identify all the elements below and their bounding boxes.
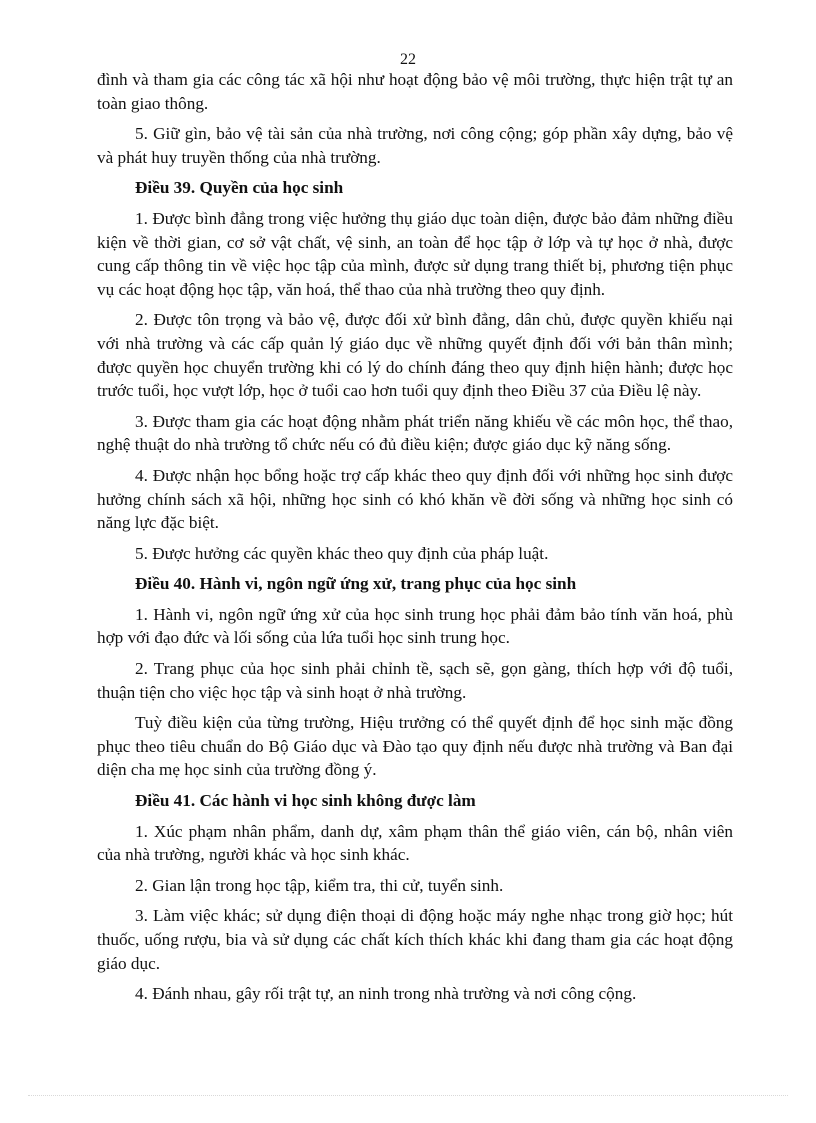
paragraph: 3. Làm việc khác; sử dụng điện thoại di động hoặc máy nghe nhạc trong giờ học; hút thuốc, uống rượu, bia và sử dụng các chất kích thích khác khi đang tham gia các hoạt động giáo dục. xyxy=(97,906,733,973)
article-heading: Điều 40. Hành vi, ngôn ngữ ứng xử, trang phục của học sinh xyxy=(135,574,577,594)
paragraph: 4. Được nhận học bổng hoặc trợ cấp khác theo quy định đối với những học sinh được hưởng chính sách xã hội, những học sinh có khó khăn về đời sống và những học sinh có năng lực đặc biệt. xyxy=(97,465,733,533)
paragraph: 1. Được bình đẳng trong việc hưởng thụ giáo dục toàn diện, được bảo đảm những điều kiện về thời gian, cơ sở vật chất, vệ sinh, an toàn để học tập ở lớp và tự học ở nhà, được cung cấp thông tin về việc học tập của mình, được sử dụng trang thiết bị, phương tiện phục vụ các hoạt động học tập, văn hoá, thể thao của nhà trường theo quy định. xyxy=(97,208,733,299)
paragraph: 2. Được tôn trọng và bảo vệ, được đối xử bình đẳng, dân chủ, được quyền khiếu nại với nhà trường và các cấp quản lý giáo dục về những quyết định đối với bản thân mình; được quyền học chuyển trường khi có lý do chính đáng theo quy định hiện hành; được học trước tuổi, học vượt lớp, học ở tuổi cao hơn tuổi quy định theo Điều 37 của Điều lệ này. xyxy=(97,310,733,401)
document-body xyxy=(97,68,733,1013)
paragraph: 2. Gian lận trong học tập, kiểm tra, thi cử, tuyển sinh. xyxy=(135,875,504,895)
paragraph: 2. Trang phục của học sinh phải chỉnh tề, sạch sẽ, gọn gàng, thích hợp với độ tuổi, thuận tiện cho việc học tập và sinh hoạt ở nhà trường. xyxy=(97,659,733,702)
article-heading: Điều 39. Quyền của học sinh xyxy=(135,178,344,198)
paragraph: 5. Giữ gìn, bảo vệ tài sản của nhà trường, nơi công cộng; góp phần xây dựng, bảo vệ và phát huy truyền thống của nhà trường. xyxy=(97,124,733,167)
paragraph: Tuỳ điều kiện của từng trường, Hiệu trưởng có thể quyết định để học sinh mặc đồng phục theo tiêu chuẩn do Bộ Giáo dục và Đào tạo quy định nếu được nhà trường và Ban đại diện cha mẹ học sinh của trường đồng ý. xyxy=(97,713,733,780)
paragraph: 1. Hành vi, ngôn ngữ ứng xử của học sinh trung học phải đảm bảo tính văn hoá, phù hợp với đạo đức và lối sống của lứa tuổi học sinh trung học. xyxy=(97,604,733,648)
paragraph-continuation: đình và tham gia các công tác xã hội như hoạt động bảo vệ môi trường, thực hiện trật tự an toàn giao thông. xyxy=(97,70,733,113)
paragraph: 3. Được tham gia các hoạt động nhằm phát triển năng khiếu về các môn học, thể thao, nghệ thuật do nhà trường tổ chức nếu có đủ điều kiện; được giáo dục kỹ năng sống. xyxy=(97,411,733,455)
page-number: 22 xyxy=(400,51,416,68)
paragraph: 5. Được hưởng các quyền khác theo quy định của pháp luật. xyxy=(135,543,549,563)
article-heading: Điều 41. Các hành vi học sinh không được làm xyxy=(135,791,476,811)
paragraph: 4. Đánh nhau, gây rối trật tự, an ninh trong nhà trường và nơi công cộng. xyxy=(135,984,637,1004)
page-bottom-divider xyxy=(28,1095,788,1096)
paragraph: 1. Xúc phạm nhân phẩm, danh dự, xâm phạm thân thể giáo viên, cán bộ, nhân viên của nhà trường, người khác và học sinh khác. xyxy=(97,821,733,865)
